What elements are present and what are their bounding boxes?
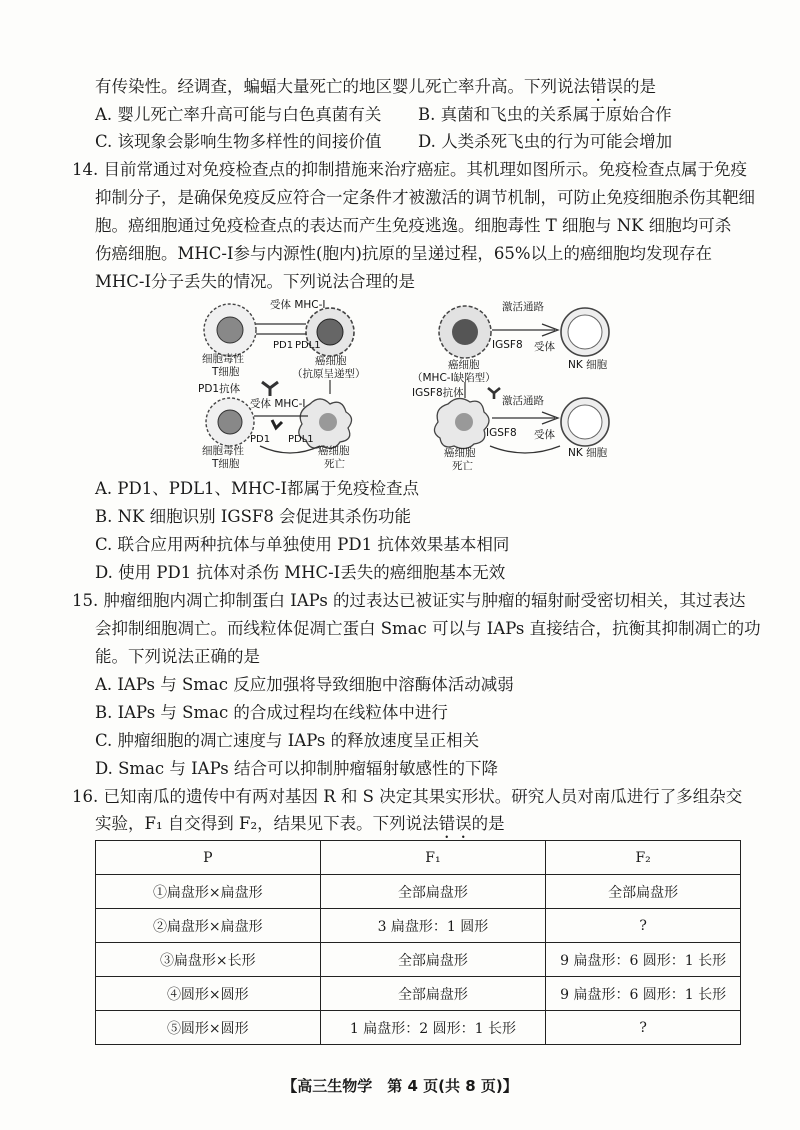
label-receptor-mhc: 受体 MHC-Ⅰ — [270, 299, 326, 311]
label-cancer-cell-right: 癌细胞 — [448, 359, 480, 371]
label-tcell-2: T细胞 — [212, 458, 240, 470]
label-cancer-death: 癌细胞 — [318, 445, 350, 457]
cross-results-table — [95, 840, 741, 1045]
label-receptor-right-2: 受体 — [534, 429, 555, 441]
q14-stem-line: 胞。癌细胞通过免疫检查点的表达而产生免疫逃逸。细胞毒性 T 细胞与 NK 细胞均可杀 — [95, 216, 732, 235]
cell-f2: 9 扁盘形：6 圆形：1 长形 — [546, 977, 741, 1011]
cell-p: ⑤圆形×圆形 — [96, 1011, 321, 1045]
label-ctl-2: 细胞毒性 — [202, 445, 244, 457]
table-row — [96, 943, 741, 977]
cell-f1: 全部扁盘形 — [320, 977, 546, 1011]
label-pd1: PD1 — [273, 340, 294, 351]
table-row — [96, 909, 741, 943]
table-row — [96, 977, 741, 1011]
label-tcell: T细胞 — [212, 366, 240, 378]
q15-stem-line: 会抑制细胞凋亡。而线粒体促凋亡蛋白 Smac 可以与 IAPs 直接结合，抗衡其抑制凋亡的功 — [95, 619, 761, 638]
q16-stem-line-2: 实验，F₁ 自交得到 F₂，结果见下表。下列说法错误的是 — [95, 814, 505, 833]
q14-option-a: A. PD1、PDL1、MHC-Ⅰ都属于免疫检查点 — [95, 479, 420, 498]
pd1-antibody-icon — [262, 382, 278, 396]
cell-f1: 全部扁盘形 — [320, 875, 546, 909]
header-p: P — [96, 841, 321, 875]
q15-stem-line: 能。下列说法正确的是 — [95, 647, 260, 666]
cell-p: ④圆形×圆形 — [96, 977, 321, 1011]
table-row — [96, 875, 741, 909]
q14-option-d: D. 使用 PD1 抗体对杀伤 MHC-Ⅰ丢失的癌细胞基本无效 — [95, 563, 506, 582]
igsf8-antibody-icon — [488, 388, 500, 399]
q15-stem-line: 15. 肿瘤细胞内凋亡抑制蛋白 IAPs 的过表达已被证实与肿瘤的辐射耐受密切相关，其过表达 — [72, 591, 746, 610]
label-igsf8: IGSF8 — [492, 339, 523, 351]
cell-p: ②扁盘形×扁盘形 — [96, 909, 321, 943]
q13-option-b: B. 真菌和飞虫的关系属于原始合作 — [418, 105, 672, 124]
q14-stem-line: 抑制分子，是确保免疫反应符合一定条件才被激活的调节机制，可防止免疫细胞杀伤其靶细 — [95, 188, 755, 207]
q13-option-d: D. 人类杀死飞虫的行为可能会增加 — [418, 132, 673, 151]
cell-p: ③扁盘形×长形 — [96, 943, 321, 977]
cell-f1: 3 扁盘形：1 圆形 — [320, 909, 546, 943]
label-ctl: 细胞毒性 — [202, 353, 244, 365]
cell-p: ①扁盘形×扁盘形 — [96, 875, 321, 909]
q15-option-c: C. 肿瘤细胞的凋亡速度与 IAPs 的释放速度呈正相关 — [95, 731, 480, 750]
t-cell-bottom — [206, 398, 254, 446]
q14-stem-line: MHC-Ⅰ分子丢失的情况。下列说法合理的是 — [95, 272, 416, 291]
table-header-row — [96, 841, 741, 875]
q14-option-b: B. NK 细胞识别 IGSF8 会促进其杀伤功能 — [95, 507, 412, 526]
label-antigen-presenting: （抗原呈递型） — [292, 368, 366, 380]
label-cancer-death-right: 癌细胞 — [444, 447, 476, 459]
cell-f2: ? — [546, 1011, 741, 1045]
label-nk-cell-2: NK 细胞 — [568, 447, 608, 459]
q13-stem-continuation: 有传染性。经调查，蝙蝠大量死亡的地区婴儿死亡率升高。下列说法错误的是 — [95, 77, 656, 96]
label-receptor-mhc-2: 受体 MHC-Ⅰ — [250, 398, 306, 410]
label-activation-pathway: 激活通路 — [502, 301, 544, 313]
header-f1: F₁ — [320, 841, 546, 875]
label-pdl1: PDL1 — [295, 340, 321, 351]
q14-stem-line: 14. 目前常通过对免疫检查点的抑制措施来治疗癌症。其机理如图所示。免疫检查点属于免疫 — [72, 160, 747, 179]
cell-f2: 全部扁盘形 — [546, 875, 741, 909]
label-nk-cell: NK 细胞 — [568, 359, 608, 371]
q14-option-c: C. 联合应用两种抗体与单独使用 PD1 抗体效果基本相同 — [95, 535, 510, 554]
cell-f2: 9 扁盘形：6 圆形：1 长形 — [546, 943, 741, 977]
header-f2: F₂ — [546, 841, 741, 875]
label-igsf8-2: IGSF8 — [486, 427, 517, 439]
q14-stem-line: 伤癌细胞。MHC-Ⅰ参与内源性(胞内)抗原的呈递过程，65%以上的癌细胞均发现存在 — [95, 244, 713, 263]
cancer-cell-mhc-deficient — [439, 306, 491, 358]
label-activation-pathway-2: 激活通路 — [502, 395, 544, 407]
q16-stem-line: 16. 已知南瓜的遗传中有两对基因 R 和 S 决定其果实形状。研究人员对南瓜进行了多组杂交 — [72, 787, 743, 806]
table-row — [96, 1011, 741, 1045]
q15-option-d: D. Smac 与 IAPs 结合可以抑制肿瘤辐射敏感性的下降 — [95, 759, 498, 778]
cell-f1: 1 扁盘形：2 圆形：1 长形 — [320, 1011, 546, 1045]
q13-option-c: C. 该现象会影响生物多样性的间接价值 — [95, 132, 382, 151]
label-pd1-2: PD1 — [250, 434, 271, 445]
dying-cancer-cell-right — [434, 398, 489, 448]
label-pd1-antibody: PD1抗体 — [198, 383, 241, 395]
q15-option-a: A. IAPs 与 Smac 反应加强将导致细胞中溶酶体活动减弱 — [95, 675, 514, 694]
q13-option-a: A. 婴儿死亡率升高可能与白色真菌有关 — [95, 105, 382, 124]
label-cancer-cell: 癌细胞 — [315, 355, 347, 367]
nk-cell-top — [561, 308, 609, 356]
label-death: 死亡 — [324, 458, 345, 470]
label-pdl1-2: PDL1 — [288, 434, 314, 445]
cell-f2: ? — [546, 909, 741, 943]
cell-f1: 全部扁盘形 — [320, 943, 546, 977]
immune-checkpoint-figure — [190, 296, 630, 472]
label-receptor-right: 受体 — [534, 341, 555, 353]
q15-option-b: B. IAPs 与 Smac 的合成过程均在线粒体中进行 — [95, 703, 448, 722]
nk-cell-bottom — [561, 398, 609, 446]
page-footer: 【高三生物学 第 4 页(共 8 页)】 — [282, 1077, 518, 1095]
t-cell-top — [204, 304, 256, 356]
label-mhc-deficient: （MHC-Ⅰ缺陷型） — [412, 372, 496, 384]
label-death-right: 死亡 — [452, 460, 473, 472]
label-igsf8-antibody: IGSF8抗体 — [412, 387, 464, 399]
